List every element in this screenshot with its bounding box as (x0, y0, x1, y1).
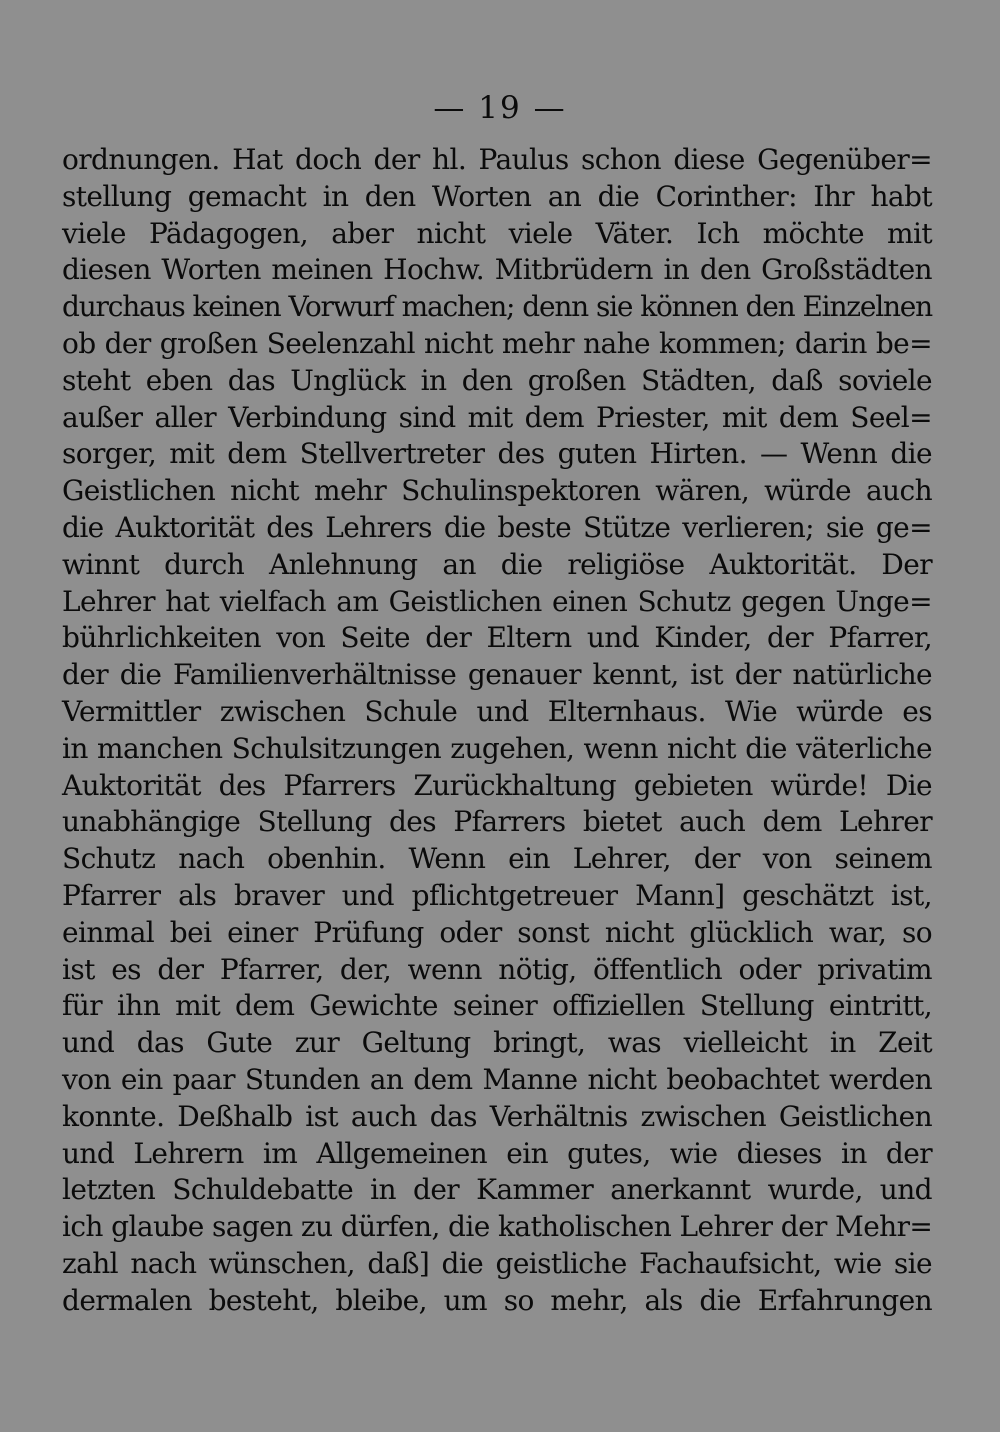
text-line: von ein paar Stunden an dem Manne nicht beobachtet werden (62, 1062, 932, 1096)
text-line: Auktorität des Pfarrers Zurückhaltung gebieten würde! Die (62, 768, 932, 802)
text-line: konnte. Deßhalb ist auch das Verhältnis zwischen Geistlichen (62, 1099, 932, 1133)
text-line: zahl nach wünschen, daß] die geistliche Fachaufsicht, wie sie (62, 1246, 932, 1280)
text-line: viele Pädagogen, aber nicht viele Väter. Ich möchte mit (62, 216, 932, 250)
page-number: — 19 — (433, 90, 567, 126)
text-line: Lehrer hat vielfach am Geistlichen einen Schutz gegen Unge= (62, 584, 932, 618)
text-line: für ihn mit dem Gewichte seiner offiziellen Stellung eintritt, (62, 989, 932, 1023)
text-line: sorger, mit dem Stellvertreter des guten Hirten. — Wenn die (62, 437, 932, 471)
text-line: stellung gemacht in den Worten an die Corinther: Ihr habt (62, 179, 932, 213)
body-text (62, 142, 932, 1320)
text-line: ob der großen Seelenzahl nicht mehr nahe kommen; darin be= (62, 326, 932, 360)
text-line: ich glaube sagen zu dürfen, die katholischen Lehrer der Mehr= (62, 1210, 933, 1244)
text-line: unabhängige Stellung des Pfarrers bietet auch dem Lehrer (62, 805, 932, 839)
text-line: und das Gute zur Geltung bringt, was vielleicht in Zeit (62, 1026, 932, 1060)
text-line: außer aller Verbindung sind mit dem Priester, mit dem Seel= (62, 400, 932, 434)
text-line: durchaus keinen Vorwurf machen; denn sie können den Einzelnen (62, 290, 932, 324)
text-line: dermalen besteht, bleibe, um so mehr, als die Erfahrungen (62, 1283, 932, 1317)
text-line: in manchen Schulsitzungen zugehen, wenn nicht die väterliche (62, 731, 932, 765)
text-line: Pfarrer als braver und pflichtgetreuer Mann] geschätzt ist, (62, 878, 932, 912)
text-line: diesen Worten meinen Hochw. Mitbrüdern in den Großstädten (62, 253, 932, 287)
text-line: letzten Schuldebatte in der Kammer anerkannt wurde, und (62, 1173, 932, 1207)
text-line: Vermittler zwischen Schule und Elternhaus. Wie würde es (62, 694, 932, 728)
text-line: Schutz nach obenhin. Wenn ein Lehrer, der von seinem (62, 842, 932, 876)
text-line: steht eben das Unglück in den großen Städten, daß soviele (62, 363, 932, 397)
text-line: Geistlichen nicht mehr Schulinspektoren wären, würde auch (62, 474, 932, 508)
text-line: ist es der Pfarrer, der, wenn nötig, öffentlich oder privatim (62, 952, 932, 986)
text-line: winnt durch Anlehnung an die religiöse Auktorität. Der (62, 547, 932, 581)
text-line: ordnungen. Hat doch der hl. Paulus schon diese Gegenüber= (62, 143, 932, 176)
text-line: einmal bei einer Prüfung oder sonst nicht glücklich war, so (62, 915, 932, 949)
text-line: die Auktorität des Lehrers die beste Stütze verlieren; sie ge= (62, 510, 932, 544)
text-line: bührlichkeiten von Seite der Eltern und Kinder, der Pfarrer, (62, 621, 932, 655)
text-line: und Lehrern im Allgemeinen ein gutes, wie dieses in der (62, 1136, 932, 1170)
text-line: der die Familienverhältnisse genauer kennt, ist der natürliche (62, 658, 932, 692)
